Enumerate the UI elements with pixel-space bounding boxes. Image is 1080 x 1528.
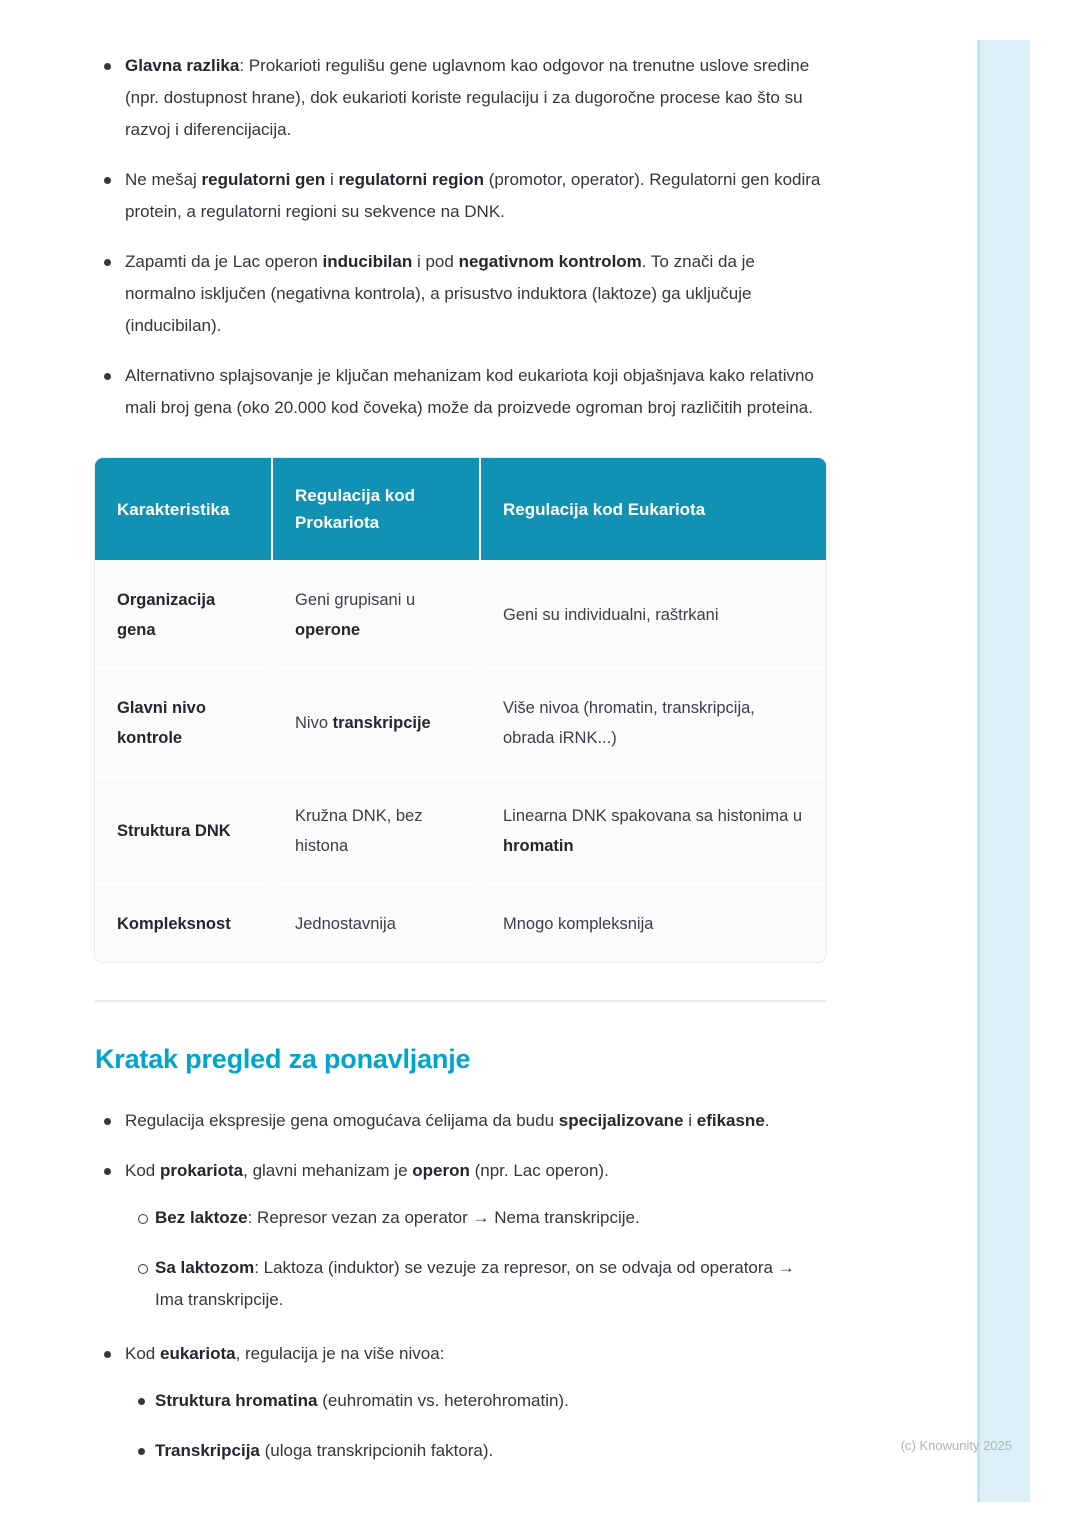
review-sub-text: Struktura hromatina (euhromatin vs. heterohromatin).	[155, 1391, 569, 1410]
review-bullet	[95, 1338, 826, 1370]
table-cell-eukaryotes: Linearna DNK spakovana sa histonima u hromatin	[481, 776, 826, 884]
table-header-row	[95, 458, 826, 560]
bullet-marker	[95, 1155, 125, 1187]
review-sub-text: Bez laktoze: Represor vezan za operator → Nema transkripcije.	[155, 1208, 640, 1227]
bullet-marker	[95, 164, 125, 196]
review-sub-bullet	[129, 1385, 826, 1417]
table-row	[95, 668, 826, 776]
table-cell-feature: Kompleksnost	[95, 884, 273, 962]
bullet-marker	[95, 246, 125, 278]
note-bullet	[95, 50, 826, 146]
page-margin-strip	[977, 40, 1030, 1502]
bullet-marker	[95, 50, 125, 82]
review-text: Kod eukariota, regulacija je na više nivoa:	[125, 1344, 445, 1363]
circle-bullet-marker	[129, 1252, 155, 1284]
footer-credit: (c) Knowunity 2025	[900, 1438, 1012, 1453]
bullet-marker	[129, 1435, 155, 1467]
table-cell-feature: Glavni nivo kontrole	[95, 668, 273, 776]
table-cell-prokaryotes: Jednostavnija	[273, 884, 481, 962]
table-cell-prokaryotes: Geni grupisani u operone	[273, 560, 481, 668]
table-row	[95, 884, 826, 962]
bullet-marker	[95, 1338, 125, 1370]
section-divider	[95, 1000, 826, 1002]
table-cell-eukaryotes: Geni su individualni, raštrkani	[481, 560, 826, 668]
review-sub-list	[129, 1385, 826, 1467]
bullet-marker	[95, 360, 125, 392]
bullet-marker	[95, 1105, 125, 1137]
table-cell-prokaryotes: Nivo transkripcije	[273, 668, 481, 776]
table-cell-prokaryotes: Kružna DNK, bez histona	[273, 776, 481, 884]
review-text: Regulacija ekspresije gena omogućava ćelijama da budu specijalizovane i efikasne.	[125, 1111, 770, 1130]
comparison-table	[95, 458, 826, 962]
section-heading: Kratak pregled za ponavljanje	[95, 1044, 471, 1074]
table-row	[95, 560, 826, 668]
review-sub-bullet	[129, 1435, 826, 1467]
review-bullet	[95, 1155, 826, 1187]
note-bullet	[95, 360, 826, 424]
review-sub-text: Transkripcija (uloga transkripcionih faktora).	[155, 1441, 494, 1460]
note-bullet	[95, 164, 826, 228]
table-cell-feature: Struktura DNK	[95, 776, 273, 884]
review-sub-bullet	[129, 1252, 826, 1316]
note-text: Glavna razlika: Prokarioti regulišu gene uglavnom kao odgovor na trenutne uslove sredine (npr. dostupnost hrane), dok eukarioti koriste regulaciju i za dugoročne procese kao što su razvoj i diferencijacija.	[125, 56, 810, 139]
review-text: Kod prokariota, glavni mehanizam je operon (npr. Lac operon).	[125, 1161, 609, 1180]
table-row	[95, 776, 826, 884]
table-cell-eukaryotes: Mnogo kompleksnija	[481, 884, 826, 962]
table-header-eukaryotes: Regulacija kod Eukariota	[481, 458, 826, 560]
note-text: Zapamti da je Lac operon inducibilan i pod negativnom kontrolom. To znači da je normalno isključen (negativna kontrola), a prisustvo induktora (laktoze) ga uključuje (inducibilan).	[125, 252, 755, 335]
review-sub-bullet	[129, 1202, 826, 1234]
table-header-feature: Karakteristika	[95, 458, 273, 560]
review-bullet	[95, 1105, 826, 1137]
table-header-prokaryotes: Regulacija kod Prokariota	[273, 458, 481, 560]
review-bullet-group	[95, 1155, 826, 1320]
note-text: Alternativno splajsovanje je ključan mehanizam kod eukariota koji objašnjava kako relativno mali broj gena (oko 20.000 kod čoveka) može da proizvede ogroman broj različitih proteina.	[125, 366, 814, 417]
circle-bullet-marker	[129, 1202, 155, 1234]
table-cell-eukaryotes: Više nivoa (hromatin, transkripcija, obrada iRNK...)	[481, 668, 826, 776]
review-bullet-group	[95, 1338, 826, 1471]
note-text: Ne mešaj regulatorni gen i regulatorni region (promotor, operator). Regulatorni gen kodira protein, a regulatorni regioni su sekvence na DNK.	[125, 170, 821, 221]
table-cell-feature: Organizacija gena	[95, 560, 273, 668]
note-bullet	[95, 246, 826, 342]
notes-list	[95, 50, 826, 424]
bullet-marker	[129, 1385, 155, 1417]
review-sub-list	[129, 1202, 826, 1316]
document-content	[95, 50, 826, 1471]
review-list	[95, 1105, 826, 1471]
review-sub-text: Sa laktozom: Laktoza (induktor) se vezuje za represor, on se odvaja od operatora → Ima transkripcije.	[155, 1258, 795, 1309]
